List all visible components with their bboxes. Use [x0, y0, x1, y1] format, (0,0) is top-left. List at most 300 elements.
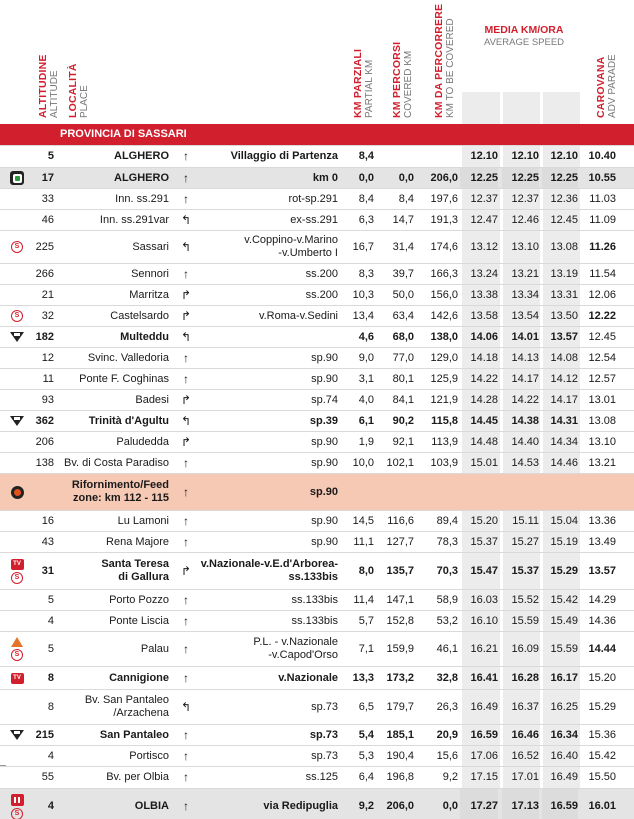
cell-time-45kmh: 12.36 — [550, 192, 578, 205]
header-remaining-km: KM DA PERCORRERE KM TO BE COVERED — [433, 3, 456, 118]
cell-direction-arrow: ↑ — [183, 513, 189, 528]
table-row — [0, 453, 634, 474]
cell-time-45kmh: 15.04 — [550, 514, 578, 527]
cell-locality: Svinc. Valledoria — [87, 351, 169, 364]
cell-locality: Marritza — [129, 288, 169, 301]
cell-caravan-time: 12.57 — [588, 372, 616, 385]
cell-partial-km: 7,1 — [358, 642, 374, 655]
cell-partial-km: 6,3 — [358, 213, 374, 226]
cell-locality: Sennori — [131, 267, 169, 280]
cell-locality: San Pantaleo — [99, 728, 169, 741]
cell-direction-arrow: ↑ — [183, 191, 189, 206]
cell-time-41kmh: 16.59 — [470, 728, 498, 741]
cell-altitude: 12 — [41, 351, 54, 364]
cell-caravan-time: 10.55 — [588, 171, 616, 184]
cell-caravan-time: 11.09 — [589, 213, 616, 226]
cell-direction-arrow: ↑ — [183, 799, 189, 813]
cell-covered-km: 185,1 — [386, 728, 414, 741]
cell-direction-arrow: ↰ — [180, 699, 192, 714]
row-icons — [6, 432, 28, 452]
row-icons — [6, 231, 28, 263]
cell-caravan-time: 13.57 — [588, 564, 616, 577]
cell-altitude: 5 — [47, 593, 54, 606]
cell-remaining-km: 206,0 — [430, 171, 458, 184]
cell-time-45kmh: 12.45 — [550, 213, 578, 226]
cell-direction-arrow: ↑ — [183, 170, 189, 185]
cell-covered-km: 196,8 — [386, 771, 414, 783]
cell-time-43kmh — [502, 474, 539, 510]
cell-road: sp.73 — [311, 700, 338, 713]
cell-road: sp.90 — [311, 351, 338, 364]
cell-time-43kmh: 15.11 — [512, 514, 539, 527]
cell-time-45kmh: 14.12 — [550, 372, 578, 385]
row-icons — [6, 511, 28, 531]
table-row — [0, 210, 634, 231]
cell-altitude: 21 — [41, 288, 54, 301]
cell-time-41kmh: 12.37 — [470, 192, 498, 205]
cell-altitude: 46 — [41, 213, 54, 226]
cell-caravan-time — [582, 474, 616, 510]
table-row — [0, 168, 634, 189]
cell-time-45kmh: 15.49 — [550, 614, 578, 627]
header-partial-km: KM PARZIALI PARTIAL KM — [352, 48, 375, 118]
cell-partial-km: 13,3 — [352, 671, 374, 684]
cell-caravan-time: 13.49 — [588, 535, 616, 548]
sprint-icon: S — [11, 572, 23, 584]
cell-direction-arrow: ↱ — [180, 563, 192, 578]
cell-remaining-km: 20,9 — [436, 728, 458, 741]
cell-covered-km: 190,4 — [386, 749, 414, 762]
cell-time-41kmh: 13.12 — [470, 240, 498, 253]
cell-caravan-time: 14.29 — [588, 593, 616, 606]
cell-locality: Porto Pozzo — [109, 593, 169, 606]
cell-caravan-time: 14.44 — [588, 642, 616, 655]
cell-altitude: 17 — [41, 171, 54, 184]
cell-time-41kmh: 17.27 — [460, 789, 498, 819]
row-icons — [6, 264, 28, 284]
cell-caravan-time: 12.54 — [588, 351, 616, 364]
table-row — [0, 285, 634, 306]
cell-locality: Multeddu — [120, 330, 169, 343]
sprint-icon: S — [11, 649, 23, 661]
cell-locality: Bv. San Pantaleo /Arzachena — [84, 694, 169, 719]
finish-line-icon — [11, 794, 24, 806]
cell-time-41kmh: 14.06 — [470, 330, 498, 343]
cell-road: P.L. - v.Nazionale -v.Capod'Orso — [253, 636, 338, 661]
cell-road: ss.133bis — [291, 593, 338, 606]
cell-covered-km — [376, 474, 414, 510]
cell-time-43kmh: 14.01 — [511, 330, 539, 343]
cell-altitude: 93 — [41, 393, 54, 406]
cell-time-45kmh: 16.34 — [550, 728, 578, 741]
cell-direction-arrow: ↰ — [180, 329, 192, 344]
cell-remaining-km: 138,0 — [430, 330, 458, 343]
cell-covered-km: 206,0 — [386, 800, 414, 812]
cell-caravan-time: 10.40 — [588, 150, 616, 162]
cell-altitude: 8 — [47, 671, 54, 684]
cell-covered-km: 127,7 — [386, 535, 414, 548]
cell-caravan-time: 13.08 — [588, 414, 616, 427]
cell-locality: ALGHERO — [114, 150, 169, 162]
cell-time-43kmh: 14.53 — [511, 456, 539, 469]
cell-caravan-time: 15.20 — [588, 671, 616, 684]
cell-altitude: 5 — [47, 642, 54, 655]
cell-partial-km: 16,7 — [352, 240, 374, 253]
row-icons — [6, 146, 28, 167]
table-row — [0, 189, 634, 210]
cell-time-45kmh: 16.25 — [550, 700, 578, 713]
cell-caravan-time: 13.36 — [588, 514, 616, 527]
cell-locality: Ponte F. Coghinas — [79, 372, 169, 385]
cell-locality: Inn. ss.291var — [99, 213, 169, 226]
cell-partial-km: 6,5 — [358, 700, 374, 713]
cell-road: sp.90 — [309, 485, 338, 498]
cell-time-45kmh: 14.34 — [550, 435, 578, 448]
cell-time-45kmh: 14.46 — [550, 456, 578, 469]
cell-locality: Inn. ss.291 — [115, 192, 169, 205]
cell-time-43kmh: 16.52 — [511, 749, 539, 762]
cell-time-43kmh: 17.13 — [502, 789, 539, 819]
cell-time-41kmh: 15.20 — [470, 514, 498, 527]
cell-locality: Cannigione — [109, 671, 169, 684]
sprint-icon: S — [11, 808, 23, 819]
cell-locality: Lu Lamoni — [117, 514, 169, 527]
cell-time-45kmh: 14.08 — [550, 351, 578, 364]
cell-direction-arrow: ↑ — [183, 455, 189, 470]
cell-road: ss.125 — [305, 771, 338, 783]
tv-live-icon: TV — [11, 673, 24, 684]
cell-time-43kmh: 16.09 — [511, 642, 539, 655]
row-icons — [6, 327, 28, 347]
row-icons — [6, 632, 28, 666]
cell-time-45kmh — [542, 474, 578, 510]
cell-remaining-km: 156,0 — [430, 288, 458, 301]
cell-covered-km: 14,7 — [392, 213, 414, 226]
row-icons — [6, 348, 28, 368]
cell-road: sp.39 — [309, 414, 338, 427]
table-row — [0, 632, 634, 667]
sprint-icon: S — [11, 241, 23, 253]
cell-road: via Redipuglia — [263, 800, 338, 812]
cell-time-41kmh: 16.41 — [470, 671, 498, 684]
cell-locality: Rifornimento/Feed zone: km 112 - 115 — [71, 479, 169, 504]
cell-partial-km: 4,0 — [358, 393, 374, 406]
table-row — [0, 264, 634, 285]
cell-time-43kmh: 12.10 — [511, 150, 539, 162]
cell-direction-arrow: ↱ — [180, 287, 192, 302]
cell-remaining-km: 197,6 — [430, 192, 458, 205]
cell-partial-km: 5,7 — [358, 614, 374, 627]
row-icons — [6, 725, 28, 745]
mountain-climb-icon — [10, 730, 24, 740]
cell-covered-km: 77,0 — [392, 351, 414, 364]
cell-remaining-km: 26,3 — [436, 700, 458, 713]
cell-direction-arrow: ↑ — [183, 592, 189, 607]
cell-covered-km: 179,7 — [386, 700, 414, 713]
cell-time-43kmh: 14.40 — [511, 435, 539, 448]
row-icons — [6, 532, 28, 552]
cell-time-45kmh: 16.49 — [550, 771, 578, 783]
cell-road — [196, 327, 338, 347]
cell-locality: Sassari — [132, 240, 169, 253]
header-locality: LOCALITÀ PLACE — [67, 63, 90, 118]
cell-time-43kmh: 15.27 — [511, 535, 539, 548]
cell-time-43kmh: 14.38 — [511, 414, 539, 427]
cell-direction-arrow: ↰ — [180, 212, 192, 227]
header-caravan: CAROVANA ADV PARADE — [595, 54, 618, 118]
cell-altitude: 215 — [35, 728, 54, 741]
cell-time-45kmh: 15.19 — [550, 535, 578, 548]
cell-locality: Bv. per Olbia — [106, 771, 169, 783]
cell-caravan-time: 14.36 — [588, 614, 616, 627]
cell-caravan-time: 13.10 — [588, 435, 616, 448]
header-average-speed: MEDIA KM/ORA AVERAGE SPEED — [483, 24, 565, 48]
table-row — [0, 725, 634, 746]
cell-locality: Trinità d'Agultu — [88, 414, 169, 427]
feed-zone-icon — [11, 486, 24, 499]
table-row — [0, 611, 634, 632]
cell-road: sp.74 — [311, 393, 338, 406]
cell-caravan-time: 15.50 — [588, 771, 616, 783]
cell-remaining-km: 174,6 — [430, 240, 458, 253]
table-row — [0, 667, 634, 690]
cell-remaining-km: 58,9 — [436, 593, 458, 606]
table-row — [0, 348, 634, 369]
cell-time-41kmh: 17.15 — [470, 771, 498, 783]
cell-time-41kmh: 15.01 — [470, 456, 498, 469]
cell-remaining-km: 32,8 — [436, 671, 458, 684]
cell-time-45kmh: 14.31 — [550, 414, 578, 427]
row-icons — [6, 369, 28, 389]
cell-road: sp.90 — [311, 514, 338, 527]
cell-direction-arrow: ↑ — [183, 534, 189, 549]
cell-altitude: 33 — [41, 192, 54, 205]
row-icons — [6, 611, 28, 631]
table-row — [0, 432, 634, 453]
cell-caravan-time: 12.06 — [588, 288, 616, 301]
cell-partial-km: 8,4 — [358, 192, 374, 205]
row-icons — [6, 411, 28, 431]
table-row — [0, 306, 634, 327]
cell-time-43kmh: 16.28 — [511, 671, 539, 684]
cell-locality: Portisco — [129, 749, 169, 762]
cell-altitude: 16 — [41, 514, 54, 527]
cell-time-45kmh: 16.17 — [550, 671, 578, 684]
cell-covered-km: 63,4 — [392, 309, 414, 322]
cell-direction-arrow: ↑ — [183, 266, 189, 281]
row-icons — [6, 306, 28, 326]
cell-remaining-km: 191,3 — [430, 213, 458, 226]
cell-locality: OLBIA — [134, 800, 169, 812]
cell-time-45kmh: 16.59 — [542, 789, 578, 819]
row-icons — [6, 667, 28, 689]
row-icons — [6, 285, 28, 305]
cell-altitude: 225 — [35, 240, 54, 253]
cell-time-41kmh: 16.03 — [470, 593, 498, 606]
cell-partial-km: 11,1 — [353, 535, 374, 548]
header-covered-km: KM PERCORSI COVERED KM — [391, 41, 414, 118]
cell-partial-km: 6,1 — [358, 414, 374, 427]
row-icons — [6, 168, 28, 188]
cell-time-41kmh: 12.25 — [460, 168, 498, 188]
cell-partial-km: 11,4 — [353, 593, 374, 606]
cell-partial-km: 3,1 — [358, 372, 374, 385]
cell-road: sp.90 — [311, 535, 338, 548]
cell-time-43kmh: 13.54 — [511, 309, 539, 322]
cell-caravan-time: 11.54 — [589, 267, 616, 280]
cell-partial-km: 9,0 — [358, 351, 374, 364]
cell-caravan-time: 15.36 — [588, 728, 616, 741]
cell-covered-km: 0,0 — [398, 171, 414, 184]
cell-time-41kmh: 13.24 — [470, 267, 498, 280]
cell-time-41kmh: 16.21 — [470, 642, 498, 655]
cell-time-45kmh: 15.59 — [550, 642, 578, 655]
row-icons — [6, 767, 28, 788]
start-flag-icon — [10, 171, 24, 185]
cell-remaining-km: 129,0 — [430, 351, 458, 364]
cell-direction-arrow: ↑ — [183, 613, 189, 628]
cell-altitude: 43 — [41, 535, 54, 548]
row-icons — [6, 553, 28, 589]
cell-remaining-km: 115,8 — [431, 414, 458, 427]
cell-road: sp.73 — [311, 749, 338, 762]
cell-time-45kmh: 16.40 — [550, 749, 578, 762]
mountain-climb-icon — [10, 416, 24, 426]
cell-direction-arrow: ↑ — [183, 371, 189, 386]
cell-caravan-time: 12.22 — [588, 309, 616, 322]
row-icons — [6, 210, 28, 230]
cell-partial-km: 4,6 — [358, 330, 374, 343]
table-row — [0, 231, 634, 264]
cell-time-43kmh: 14.22 — [511, 393, 539, 406]
cell-time-43kmh: 13.21 — [511, 267, 539, 280]
cell-caravan-time: 15.29 — [588, 700, 616, 713]
cell-time-41kmh: 12.47 — [470, 213, 498, 226]
cell-caravan-time: 15.42 — [588, 749, 616, 762]
cell-locality: Rena Majore — [106, 535, 169, 548]
table-row — [0, 746, 634, 767]
sprint-icon: S — [11, 310, 23, 322]
cell-altitude: 4 — [47, 800, 54, 812]
table-row — [0, 690, 634, 725]
cell-remaining-km: 15,6 — [436, 749, 458, 762]
cell-remaining-km: 121,9 — [430, 393, 458, 406]
cell-remaining-km: 89,4 — [436, 514, 458, 527]
province-row — [0, 124, 634, 146]
cell-road: ss.200 — [305, 267, 338, 280]
cell-locality: Ponte Liscia — [109, 614, 169, 627]
cell-remaining-km — [418, 146, 458, 167]
cell-partial-km: 0,0 — [358, 171, 374, 184]
cell-partial-km: 10,3 — [352, 288, 374, 301]
cell-covered-km: 173,2 — [386, 671, 414, 684]
cell-time-41kmh: 13.58 — [470, 309, 498, 322]
cell-time-41kmh: 14.22 — [470, 372, 498, 385]
cell-time-41kmh: 14.28 — [470, 393, 498, 406]
row-icons — [6, 746, 28, 766]
cell-remaining-km: 113,9 — [431, 435, 458, 448]
cell-direction-arrow: ↑ — [183, 149, 189, 163]
cell-time-41kmh — [460, 474, 498, 510]
cell-road: v.Coppino-v.Marino -v.Umberto I — [244, 234, 338, 259]
cell-time-43kmh: 12.37 — [511, 192, 539, 205]
cell-partial-km: 5,3 — [358, 749, 374, 762]
cell-time-43kmh: 12.25 — [502, 168, 539, 188]
cell-time-45kmh: 15.29 — [550, 564, 578, 577]
cell-time-45kmh: 12.10 — [550, 150, 578, 162]
row-icons — [6, 474, 28, 510]
cell-caravan-time: 11.26 — [589, 240, 616, 253]
cell-remaining-km: 70,3 — [436, 564, 458, 577]
row-icons — [6, 453, 28, 473]
cell-partial-km: 9,2 — [358, 800, 374, 812]
cell-caravan-time: 16.01 — [588, 800, 616, 812]
cell-time-45kmh: 15.42 — [550, 593, 578, 606]
row-icons — [6, 789, 28, 819]
cell-covered-km: 90,2 — [392, 414, 414, 427]
cell-direction-arrow: ↑ — [183, 484, 189, 499]
table-row — [0, 146, 634, 168]
cell-covered-km: 50,0 — [392, 288, 414, 301]
cell-road: ss.200 — [305, 288, 338, 301]
cell-covered-km: 116,6 — [387, 514, 414, 527]
cell-direction-arrow: ↱ — [180, 392, 192, 407]
cell-time-43kmh: 17.01 — [511, 771, 539, 783]
cell-road: ss.133bis — [291, 614, 338, 627]
cell-altitude: 138 — [35, 456, 54, 469]
table-row — [0, 369, 634, 390]
cell-covered-km: 135,7 — [386, 564, 414, 577]
cell-time-43kmh: 13.10 — [511, 240, 539, 253]
cell-remaining-km: 9,2 — [442, 771, 458, 783]
cell-partial-km: 10,0 — [352, 456, 374, 469]
cell-time-41kmh: 12.10 — [470, 150, 498, 162]
cell-altitude: 266 — [35, 267, 54, 280]
cell-partial-km: 8,0 — [358, 564, 374, 577]
cell-locality: Badesi — [135, 393, 169, 406]
cell-partial-km: 13,4 — [352, 309, 374, 322]
cell-time-43kmh: 15.52 — [511, 593, 539, 606]
cell-remaining-km: 142,6 — [430, 309, 458, 322]
cell-road: ex-ss.291 — [290, 213, 338, 226]
cell-time-45kmh: 13.57 — [550, 330, 578, 343]
cell-covered-km: 31,4 — [392, 240, 414, 253]
cell-locality: Bv. di Costa Paradiso — [64, 456, 169, 469]
row-icons — [6, 690, 28, 724]
cell-covered-km: 80,1 — [392, 372, 414, 385]
cell-road: v.Nazionale-v.E.d'Arborea- ss.133bis — [200, 558, 338, 583]
cell-locality: ALGHERO — [114, 171, 169, 184]
cell-time-41kmh: 16.10 — [470, 614, 498, 627]
level-crossing-warning-icon — [11, 637, 23, 647]
table-row — [0, 553, 634, 590]
cell-road: v.Roma-v.Sedini — [258, 309, 338, 322]
cell-time-41kmh: 15.47 — [470, 564, 498, 577]
cell-time-45kmh: 13.50 — [550, 309, 578, 322]
cell-covered-km: 39,7 — [392, 267, 414, 280]
cell-time-41kmh: 15.37 — [470, 535, 498, 548]
cell-remaining-km: 53,2 — [436, 614, 458, 627]
cell-caravan-time: 11.03 — [589, 192, 616, 205]
mountain-climb-icon — [10, 332, 24, 342]
cell-time-41kmh: 16.49 — [470, 700, 498, 713]
cell-time-41kmh: 14.18 — [470, 351, 498, 364]
cell-road: sp.73 — [309, 728, 338, 741]
cell-caravan-time: 13.21 — [588, 456, 616, 469]
cell-partial-km: 8,4 — [358, 150, 374, 162]
cell-altitude: 362 — [35, 414, 54, 427]
cell-partial-km: 6,4 — [358, 771, 374, 783]
